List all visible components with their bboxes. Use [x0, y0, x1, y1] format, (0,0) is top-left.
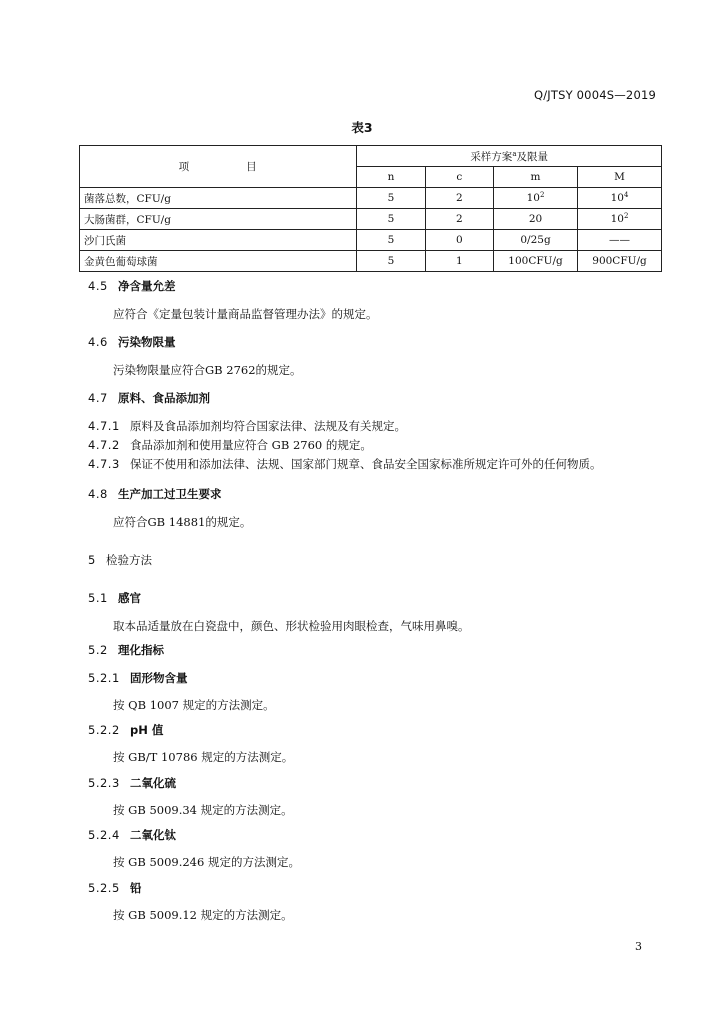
sampling-plan-header: 采样方案$^a$及限量	[357, 146, 662, 167]
document-code: Q/JTSY 0004S—2019	[533, 88, 656, 102]
table-header-row	[80, 146, 662, 167]
cell-n: 5	[357, 188, 425, 209]
cell-m: 20	[494, 209, 578, 230]
cell-m: 0/25g	[494, 230, 578, 251]
subsection-text-5-2-5: 按 GB 5009.12 规定的方法测定。	[113, 908, 293, 922]
row-name: 大肠菌群，CFU/g	[80, 209, 357, 230]
microbiological-limits-table	[79, 145, 662, 272]
cell-n: 5	[357, 209, 425, 230]
col-header-c: c	[425, 167, 493, 188]
cell-n: 5	[357, 230, 425, 251]
cell-c: 2	[425, 188, 493, 209]
subsection-heading-5-2-1: 5.2.1 固形物含量	[88, 671, 188, 685]
cell-M: ——	[578, 230, 662, 251]
section-heading-4-8: 4.8 生产加工过卫生要求	[88, 487, 222, 501]
clause-4-7-2: 4.7.2 食品添加剂和使用量应符合 GB 2760 的规定。	[88, 438, 372, 452]
row-name: 沙门氏菌	[80, 230, 357, 251]
clause-4-7-3: 4.7.3 保证不使用和添加法律、法规、国家部门规章、食品安全国家标准所规定许可外的任何物质。	[88, 457, 602, 471]
col-header-M: M	[578, 167, 662, 188]
clause-4-7-1: 4.7.1 原料及食品添加剂均符合国家法律、法规及有关规定。	[88, 419, 406, 433]
col-header-n: n	[357, 167, 425, 188]
subsection-text-5-2-2: 按 GB/T 10786 规定的方法测定。	[113, 750, 294, 764]
cell-c: 2	[425, 209, 493, 230]
col-header-m: m	[494, 167, 578, 188]
section-heading-5-2: 5.2 理化指标	[88, 643, 164, 657]
subsection-heading-5-2-2: 5.2.2 pH 值	[88, 723, 164, 737]
section-text-4-6: 污染物限量应符合GB 2762的规定。	[113, 363, 302, 377]
item-header-b: 目	[246, 161, 258, 173]
item-header-a: 项	[178, 161, 191, 173]
cell-n: 5	[357, 251, 425, 272]
cell-c: 0	[425, 230, 493, 251]
section-heading-4-6: 4.6 污染物限量	[88, 335, 176, 349]
cell-m: 100CFU/g	[494, 251, 578, 272]
section-text-4-8: 应符合GB 14881的规定。	[113, 515, 252, 529]
table-row	[80, 251, 662, 272]
chapter-heading-5: 5 检验方法	[88, 553, 152, 567]
subsection-text-5-2-3: 按 GB 5009.34 规定的方法测定。	[113, 803, 293, 817]
footnote-marker: a	[512, 149, 517, 158]
subsection-text-5-2-4: 按 GB 5009.246 规定的方法测定。	[113, 855, 300, 869]
item-header-cell	[80, 146, 357, 188]
subsection-heading-5-2-5: 5.2.5 铅	[88, 881, 142, 895]
table-row	[80, 230, 662, 251]
cell-M: $10^4$	[578, 188, 662, 209]
page-number: 3	[635, 940, 642, 953]
subsection-heading-5-2-4: 5.2.4 二氧化钛	[88, 828, 176, 842]
table-row	[80, 209, 662, 230]
section-heading-4-5: 4.5 净含量允差	[88, 279, 176, 293]
section-heading-5-1: 5.1 感官	[88, 591, 141, 605]
subsection-text-5-2-1: 按 QB 1007 规定的方法测定。	[113, 698, 275, 712]
cell-c: 1	[425, 251, 493, 272]
section-text-4-5: 应符合《定量包装计量商品监督管理办法》的规定。	[113, 307, 378, 321]
cell-M: $10^2$	[578, 209, 662, 230]
section-heading-4-7: 4.7 原料、食品添加剂	[88, 391, 210, 405]
section-text-5-1: 取本品适量放在白瓷盘中，颜色、形状检验用肉眼检查，气味用鼻嗅。	[113, 619, 470, 633]
row-name: 菌落总数，CFU/g	[80, 188, 357, 209]
table-row	[80, 188, 662, 209]
cell-m: $10^2$	[494, 188, 578, 209]
table-title: 表3	[351, 120, 373, 135]
subsection-heading-5-2-3: 5.2.3 二氧化硫	[88, 776, 176, 790]
row-name: 金黄色葡萄球菌	[80, 251, 357, 272]
cell-M: 900CFU/g	[578, 251, 662, 272]
